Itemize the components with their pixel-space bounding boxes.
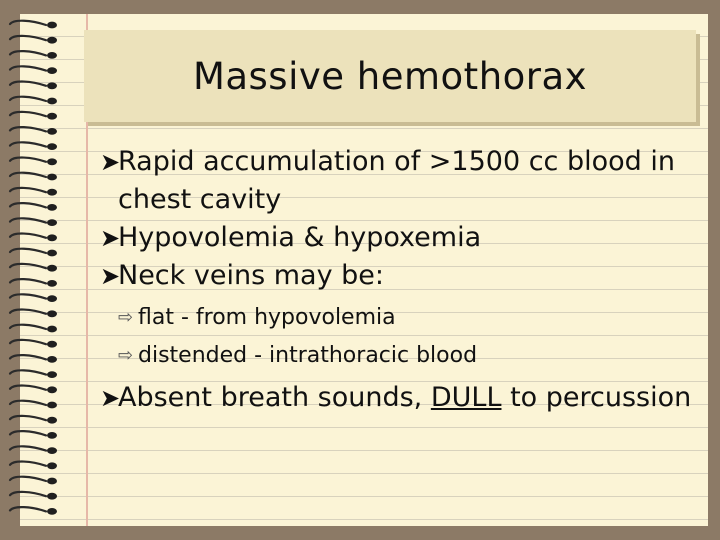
spiral-binding-icon [6, 14, 84, 526]
spiral-loop [10, 431, 57, 439]
spiral-loop [10, 492, 57, 500]
spiral-loop [10, 264, 57, 272]
spiral-loop [10, 279, 57, 287]
spiral-loop [10, 507, 57, 515]
spiral-loop [10, 310, 57, 318]
spiral-loop [10, 142, 57, 150]
spiral-loop [10, 51, 57, 59]
arrowhead-icon: ➤ [100, 262, 121, 290]
spiral-loop [10, 97, 57, 105]
spiral-loop [10, 249, 57, 257]
spiral-loop [10, 173, 57, 181]
spiral-loop [10, 355, 57, 363]
bullet-item [100, 143, 700, 219]
bullet-text-before: Absent breath sounds, [118, 382, 431, 413]
sub-bullet-text: distended - intrathoracic blood [138, 343, 478, 368]
spiral-loop [10, 112, 57, 120]
spiral-loop [10, 82, 57, 90]
spiral-loop [10, 386, 57, 394]
spiral-loop [10, 36, 57, 44]
bullet-text: Rapid accumulation of >1500 cc blood in chest cavity [118, 146, 675, 215]
spiral-loop [10, 21, 57, 29]
slide-title: Massive hemothorax [192, 54, 588, 98]
spiral-loop [10, 127, 57, 135]
arrowhead-icon: ➤ [100, 384, 121, 412]
spiral-loop [10, 477, 57, 485]
arrowhead-icon: ➤ [100, 148, 121, 176]
bullet-item [100, 219, 700, 257]
arrowhead-icon: ➤ [100, 224, 121, 252]
slide-content [100, 143, 700, 417]
bullet-text-after: to percussion [501, 382, 692, 413]
spiral-loop [10, 370, 57, 378]
hollow-arrow-icon: ⇨ [118, 345, 134, 366]
spiral-loop [10, 234, 57, 242]
spiral-loop [10, 401, 57, 409]
sub-bullet-text: flat - from hypovolemia [138, 305, 396, 330]
spiral-loop [10, 446, 57, 454]
bullet-text-underlined: DULL [430, 382, 502, 413]
bullet-item [100, 379, 700, 417]
bullet-text: Neck veins may be: [118, 260, 384, 291]
spiral-loop [10, 203, 57, 211]
sub-bullet-item [100, 337, 700, 375]
bullet-item [100, 257, 700, 295]
title-box [84, 30, 696, 122]
spiral-loop [10, 416, 57, 424]
spiral-loop [10, 294, 57, 302]
spiral-loop [10, 188, 57, 196]
spiral-loop [10, 325, 57, 333]
sub-bullet-item [100, 299, 700, 337]
spiral-loop [10, 158, 57, 166]
spiral-loop [10, 66, 57, 74]
spiral-loop [10, 462, 57, 470]
hollow-arrow-icon: ⇨ [118, 307, 134, 328]
bullet-text: Hypovolemia & hypoxemia [118, 222, 482, 253]
spiral-loop [10, 218, 57, 226]
spiral-loop [10, 340, 57, 348]
